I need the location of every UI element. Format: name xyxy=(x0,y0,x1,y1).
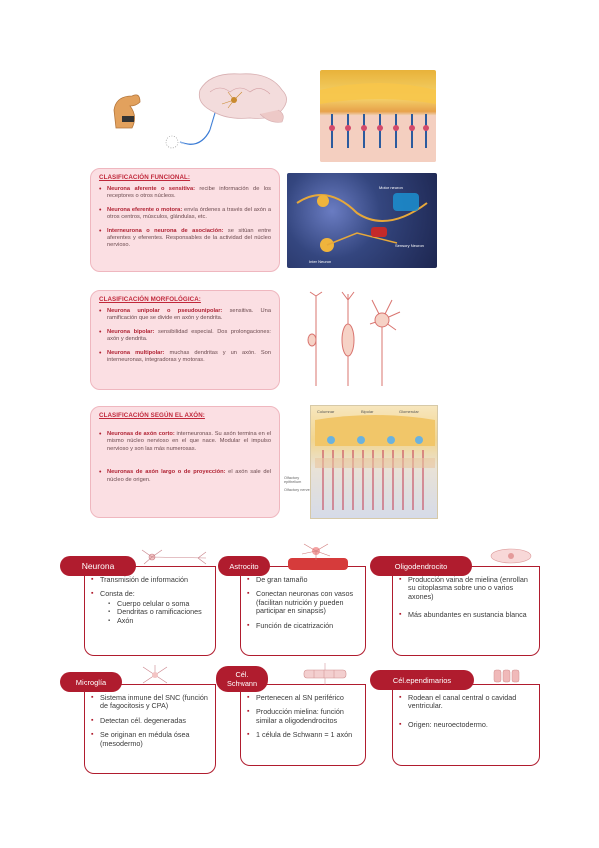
schwann-item: ▪ Producción mielina: función similar a oligodendrocitos xyxy=(247,708,359,725)
nerve-tissue-image xyxy=(320,70,436,162)
oligodendrocito-label: Oligodendrocito xyxy=(370,556,472,576)
functional-classification-box xyxy=(90,168,280,272)
schwann-label: Cél. Schwann xyxy=(216,666,268,692)
astrocito-label: Astrocito xyxy=(218,556,270,576)
ependimarios-label: Cél.ependimarios xyxy=(370,670,474,690)
ependimarios-card xyxy=(392,684,540,766)
astrocito-item: ▪ Conectan neuronas con vasos (facilitan nutrición y pueden participar en sinapsis) xyxy=(247,590,359,615)
neurona-card xyxy=(84,566,216,656)
neurona-subitem: ▪ Dendritas o ramificaciones xyxy=(108,608,209,616)
microglia-item: ▪ Sistema inmune del SNC (función de fagocitosis y CPA) xyxy=(91,694,209,711)
oligodendrocito-card xyxy=(392,566,540,656)
astrocito-item: ▪ De gran tamaño xyxy=(247,576,359,584)
astrocito-card xyxy=(240,566,366,656)
neurona-subitem: ▪ Axón xyxy=(108,617,209,625)
functional-item: • Neurona eferente o motora: envía órdenes a través del axón a otros centros, músculos, glándulas, etc. xyxy=(99,207,271,222)
microglia-label: Microglía xyxy=(60,672,122,692)
neuron-types-image xyxy=(287,173,437,268)
olfactory-label-3: Glomerular xyxy=(399,409,419,414)
inter-neuron-label: Inter Neuron xyxy=(309,259,332,264)
morphological-classification-title: CLASIFICACIÓN MORFOLÓGICA: xyxy=(99,296,201,303)
olfactory-side-label xyxy=(284,476,310,492)
functional-classification-title: CLASIFICACIÓN FUNCIONAL: xyxy=(99,174,191,181)
ependymal-sketch-icon xyxy=(492,666,522,686)
astrocito-item: ▪ Función de cicatrización xyxy=(247,622,359,630)
neurona-item: ▪ Transmisión de información xyxy=(91,576,209,584)
olfactory-tissue-image xyxy=(310,405,438,519)
oligodendrocyte-sketch-icon xyxy=(488,546,534,566)
arm-brain-illustration xyxy=(110,70,300,170)
ependimarios-item: ▪ Origen: neuroectodermo. xyxy=(399,721,533,729)
olfactory-label-2: Bipolar xyxy=(361,409,374,414)
morphological-classification-box xyxy=(90,290,280,390)
schwann-item: ▪ 1 célula de Schwann = 1 axón xyxy=(247,731,359,739)
schwann-sketch-icon xyxy=(300,662,350,686)
oligodendrocito-item: ▪ Más abundantes en sustancia blanca xyxy=(399,611,533,619)
axon-item: • Neuronas de axón corto: interneuronas. Su axón termina en el mismo núcleo nervioso en el que nace. Modular el impulso nervioso y son las más numerosas. xyxy=(99,431,271,453)
neurona-subitem: ▪ Cuerpo celular o soma xyxy=(108,600,209,608)
neurona-label: Neurona xyxy=(60,556,136,576)
olfactory-side-label-1: Olfactory epithelium xyxy=(284,476,302,485)
axon-item: • Neuronas de axón largo o de proyección: el axón sale del núcleo de origen. xyxy=(99,469,271,484)
schwann-item: ▪ Pertenecen al SN periférico xyxy=(247,694,359,702)
axon-classification-title: CLASIFICACIÓN SEGÚN EL AXÓN: xyxy=(99,412,205,419)
neuron-morphology-illustration xyxy=(300,290,410,390)
ependimarios-item: ▪ Rodean el canal central o cavidad ventricular. xyxy=(399,694,533,711)
morphological-item: • Neurona bipolar: sensibilidad especial. Dos prolongaciones: axón y dendrita. xyxy=(99,329,271,344)
functional-item: • Interneurona o neurona de asociación: se sitúan entre aferentes y eferentes. Responsables de la actividad del núcleo nervioso. xyxy=(99,228,271,250)
oligodendrocito-item: ▪ Producción vaina de mielina (enrollan su citoplasma sobre uno o varios axones) xyxy=(399,576,533,601)
motor-neuron-label: Motor neuron xyxy=(379,185,403,190)
neurona-item: ▪ Consta de: ▪ Cuerpo celular o soma ▪ Dendritas o ramificaciones ▪ Axón xyxy=(91,590,209,625)
neuron-sketch-icon xyxy=(140,546,210,568)
microglia-card xyxy=(84,684,216,774)
morphological-item: • Neurona unipolar o pseudounipolar: sensitiva. Una ramificación que se divide en axón y dendrita. xyxy=(99,308,271,323)
microglia-item: ▪ Detectan cél. degeneradas xyxy=(91,717,209,725)
olfactory-label-1: Columnar xyxy=(317,409,335,414)
axon-classification-box xyxy=(90,406,280,518)
morphological-item: • Neurona multipolar: muchas dendritas y un axón. Son interneuronas, integradoras y motoras. xyxy=(99,350,271,365)
olfactory-side-label-2: Olfactory nerve xyxy=(284,487,310,492)
microglia-sketch-icon xyxy=(140,664,170,686)
sensory-neuron-label: Sensory Neuron xyxy=(395,243,424,248)
functional-item: • Neurona aferente o sensitiva: recibe información de los receptores o otros núcleos. xyxy=(99,186,271,201)
microglia-item: ▪ Se originan en médula ósea (mesodermo) xyxy=(91,731,209,748)
schwann-card xyxy=(240,684,366,766)
